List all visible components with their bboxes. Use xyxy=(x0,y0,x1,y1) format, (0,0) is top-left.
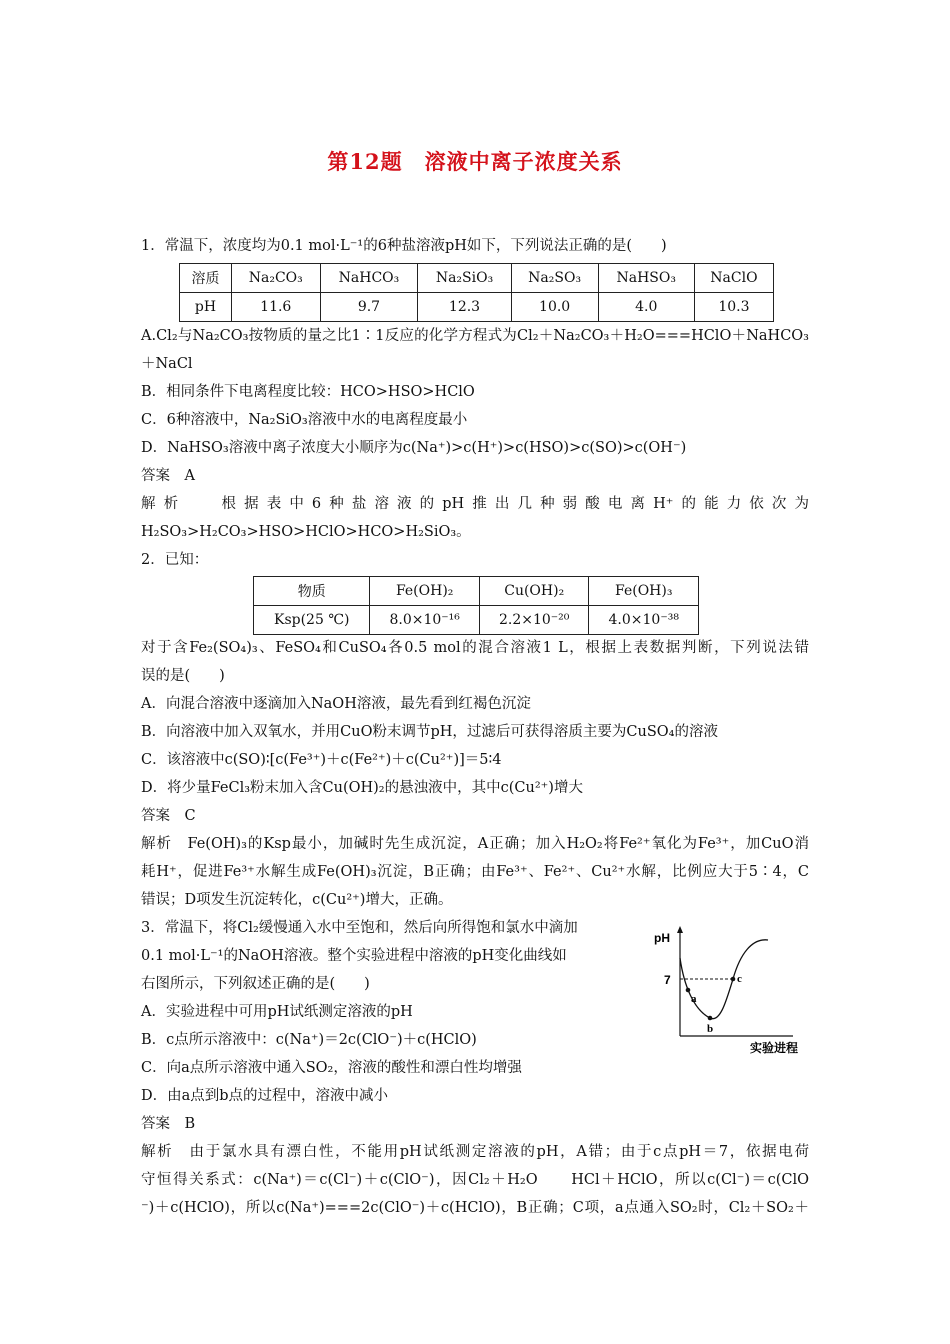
q3-explanation: 解析 由于氯水具有漂白性，不能用pH试纸测定溶液的pH，A错；由于c点pH＝7，依据电荷 xyxy=(141,1144,809,1160)
table-cell: Na₂SO₃ xyxy=(511,264,598,293)
table-cell: 10.3 xyxy=(694,293,773,322)
table-cell: 溶质 xyxy=(180,264,232,293)
q3-stem-line1: 3．常温下，将Cl₂缓慢通入水中至饱和，然后向所得饱和氯水中滴加 xyxy=(141,920,578,936)
q2-option-b: B．向溶液中加入双氧水，并用CuO粉末调节pH，过滤后可获得溶质主要为CuSO₄的溶液 xyxy=(141,724,718,740)
x-axis-label: 实验进程 xyxy=(750,1041,799,1055)
q1-option-a: A.Cl₂与Na₂CO₃按物质的量之比1∶1反应的化学方程式为Cl₂＋Na₂CO₃＋H₂O===HClO＋NaHCO₃ xyxy=(141,328,809,344)
table-cell: NaHSO₃ xyxy=(598,264,694,293)
point-b-label: b xyxy=(707,1023,714,1035)
ph-curve-figure xyxy=(648,924,813,1059)
table-row xyxy=(254,606,699,635)
table-cell: 8.0×10⁻¹⁶ xyxy=(370,606,480,635)
q3-explanation-cont2: ⁻)＋c(HClO)，所以c(Na⁺)===2c(ClO⁻)＋c(HClO)，B正确；C项，a点通入SO₂时，Cl₂＋SO₂＋ xyxy=(141,1200,809,1216)
q3-answer: 答案 B xyxy=(141,1116,196,1132)
table-row xyxy=(180,293,774,322)
q3-option-a: A．实验进程中可用pH试纸测定溶液的pH xyxy=(141,1004,413,1020)
point-a xyxy=(686,988,691,993)
q1-explanation: 解析 根据表中6种盐溶液的pH推出几种弱酸电离H⁺的能力依次为 xyxy=(141,496,809,512)
point-a-label: a xyxy=(691,993,697,1005)
table-cell: NaHCO₃ xyxy=(320,264,418,293)
table-cell: 2.2×10⁻²⁰ xyxy=(479,606,589,635)
q1-option-b: B．相同条件下电离程度比较：HCO>HSO>HClO xyxy=(141,384,475,400)
q2-explanation-cont: 耗H⁺，促进Fe³⁺水解生成Fe(OH)₃沉淀，B正确；由Fe³⁺、Fe²⁺、Cu²⁺水解，比例应大于5∶4，C xyxy=(141,864,809,880)
q3-option-b: B．c点所示溶液中：c(Na⁺)＝2c(ClO⁻)＋c(HClO) xyxy=(141,1032,477,1048)
table-row xyxy=(180,264,774,293)
page-title: 第12题 溶液中离子浓度关系 xyxy=(327,149,623,174)
table-cell: 物质 xyxy=(254,577,370,606)
q3-explanation-cont: 守恒得关系式：c(Na⁺)＝c(Cl⁻)＋c(ClO⁻)，因Cl₂＋H₂O HCl＋HClO，所以c(Cl⁻)＝c(ClO xyxy=(141,1172,809,1188)
q1-option-d: D．NaHSO₃溶液中离子浓度大小顺序为c(Na⁺)>c(H⁺)>c(HSO)>c(SO)>c(OH⁻) xyxy=(141,440,687,456)
q2-table xyxy=(253,576,699,635)
table-cell: 10.0 xyxy=(511,293,598,322)
q2-option-c: C．该溶液中c(SO)∶[c(Fe³⁺)＋c(Fe²⁺)＋c(Cu²⁺)]＝5∶4 xyxy=(141,752,502,768)
q1-answer: 答案 A xyxy=(141,468,195,484)
y-axis-label: pH xyxy=(654,931,670,945)
table-cell: 11.6 xyxy=(231,293,320,322)
q2-paragraph: 对于含Fe₂(SO₄)₃、FeSO₄和CuSO₄各0.5 mol的混合溶液1 L，根据上表数据判断，下列说法错 xyxy=(141,640,809,656)
table-cell: 4.0 xyxy=(598,293,694,322)
table-cell: 9.7 xyxy=(320,293,418,322)
q3-stem-line3: 右图所示，下列叙述正确的是( ) xyxy=(141,976,370,992)
q1-option-c: C．6种溶液中，Na₂SiO₃溶液中水的电离程度最小 xyxy=(141,412,468,428)
point-b xyxy=(708,1016,713,1021)
q3-option-c: C．向a点所示溶液中通入SO₂，溶液的酸性和漂白性均增强 xyxy=(141,1060,522,1076)
q1-stem: 1．常温下，浓度均为0.1 mol·L⁻¹的6种盐溶液pH如下，下列说法正确的是( ) xyxy=(141,238,667,254)
q2-option-d: D．将少量FeCl₃粉末加入含Cu(OH)₂的悬浊液中，其中c(Cu²⁺)增大 xyxy=(141,780,583,796)
q1-explanation-cont: H₂SO₃>H₂CO₃>HSO>HClO>HCO>H₂SiO₃。 xyxy=(141,524,471,540)
point-c-label: c xyxy=(737,973,742,985)
table-cell: Cu(OH)₂ xyxy=(479,577,589,606)
table-row xyxy=(254,577,699,606)
q2-answer: 答案 C xyxy=(141,808,196,824)
table-cell: Na₂CO₃ xyxy=(231,264,320,293)
q2-stem: 2．已知： xyxy=(141,552,209,568)
q3-option-d: D．由a点到b点的过程中，溶液中减小 xyxy=(141,1088,389,1104)
q2-option-a: A．向混合溶液中逐滴加入NaOH溶液，最先看到红褐色沉淀 xyxy=(141,696,531,712)
q3-stem-line2: 0.1 mol·L⁻¹的NaOH溶液。整个实验进程中溶液的pH变化曲线如 xyxy=(141,948,567,964)
table-cell: pH xyxy=(180,293,232,322)
table-cell: NaClO xyxy=(694,264,773,293)
y-tick-label: 7 xyxy=(664,973,671,987)
q2-explanation-end: 错误；D项发生沉淀转化，c(Cu²⁺)增大，正确。 xyxy=(141,892,453,908)
ph-curve xyxy=(680,940,768,1019)
q2-explanation: 解析 Fe(OH)₃的Ksp最小，加碱时先生成沉淀，A正确；加入H₂O₂将Fe²⁺氧化为Fe³⁺，加CuO消 xyxy=(141,836,809,852)
table-cell: Ksp(25 ℃) xyxy=(254,606,370,635)
q1-table xyxy=(179,263,774,322)
table-cell: 4.0×10⁻³⁸ xyxy=(589,606,699,635)
y-axis-arrow xyxy=(677,926,683,933)
table-cell: Fe(OH)₃ xyxy=(589,577,699,606)
q1-option-a-cont: ＋NaCl xyxy=(141,356,193,372)
point-c xyxy=(731,977,736,982)
table-cell: 12.3 xyxy=(418,293,511,322)
table-cell: Fe(OH)₂ xyxy=(370,577,480,606)
q2-paragraph-cont: 误的是( ) xyxy=(141,668,225,684)
table-cell: Na₂SiO₃ xyxy=(418,264,511,293)
